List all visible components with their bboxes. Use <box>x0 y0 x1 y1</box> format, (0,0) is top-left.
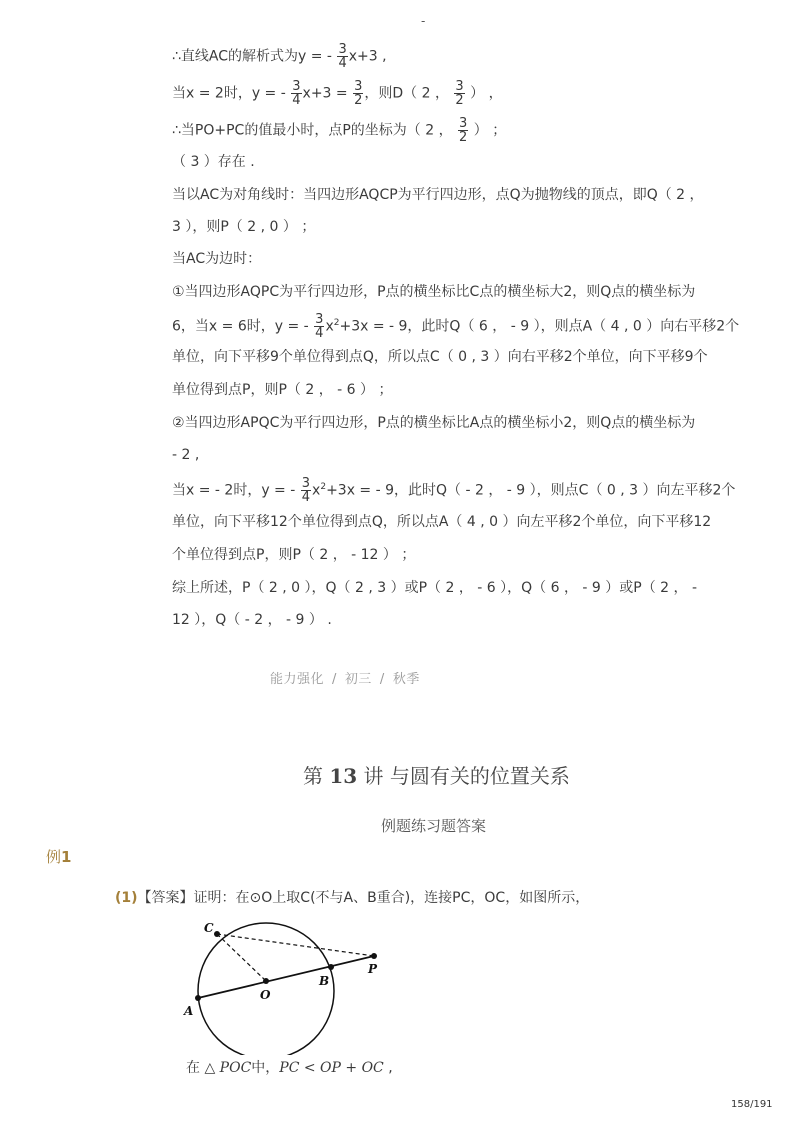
segment-c-p <box>217 934 374 956</box>
fraction: $\frac{3}{2}$ <box>354 79 363 108</box>
answer-part-1: (1)【答案】证明：在⊙O上取C(不与A、B重合)，连接PC，OC，如图所示， <box>115 890 590 906</box>
solution-line-13: - 2 , <box>172 447 200 463</box>
breadcrumb: 能力强化 / 初三 / 秋季 <box>270 672 420 687</box>
section-title: 例题练习题答案 <box>381 817 487 835</box>
solution-line-8: ①当四边形AQPC为平行四边形，P点的横坐标比C点的横坐标大2，则Q点的横坐标为 <box>172 284 696 300</box>
line-a-p <box>198 956 374 998</box>
point-p <box>371 953 377 959</box>
label-o: O <box>260 988 271 1002</box>
solution-line-9: 6，当x = 6时，y = - $\frac{3}{4}$ $x^2+3x$ = - 9，此时Q（ 6 ， - 9 ），则点A（ 4 , 0 ）向右平移2个 <box>172 312 740 341</box>
solution-line-12: ②当四边形APQC为平行四边形，P点的横坐标比A点的横坐标小2，则Q点的横坐标为 <box>172 415 696 431</box>
label-c: C <box>204 921 214 935</box>
solution-line-16: 个单位得到点P，则P（ 2 ， - 12 ） ； <box>172 547 416 563</box>
point-c <box>214 931 220 937</box>
label-a: A <box>184 1004 194 1018</box>
example-label: 例1 <box>46 848 72 866</box>
point-b <box>328 964 334 970</box>
fraction: $\frac{3}{4}$ <box>315 312 324 341</box>
chapter-title: 第 13 讲 与圆有关的位置关系 <box>303 764 570 788</box>
solution-line-4: （ 3 ）存在 . <box>172 154 255 170</box>
solution-line-2: 当x = 2时，y = - $\frac{3}{4}$ x+3 = $\frac{3}{2}$ ，则D（ 2 ， $\frac{3}{2}$ ） ， <box>172 79 503 108</box>
fraction: $\frac{3}{2}$ <box>455 79 464 108</box>
solution-line-5: 当以AC为对角线时：当四边形AQCP为平行四边形，点Q为抛物线的顶点，即Q（ 2 ， <box>172 187 704 203</box>
fraction: $\frac{3}{4}$ <box>338 42 347 71</box>
solution-line-10: 单位，向下平移9个单位得到点Q，所以点C（ 0 , 3 ）向右平移2个单位，向下平移9个 <box>172 349 708 365</box>
solution-line-17: 综上所述，P（ 2 , 0 ），Q（ 2 , 3 ）或P（ 2 ， - 6 ），Q（ 6 ， - 9 ）或P（ 2 ， - <box>172 580 698 596</box>
label-p: P <box>368 962 378 976</box>
segment-c-o <box>217 934 266 981</box>
solution-line-1: ∴直线AC的解析式为y = - $\frac{3}{4}$ x+3 , <box>172 42 387 71</box>
point-a <box>195 995 201 1001</box>
fraction: $\frac{3}{4}$ <box>301 476 311 505</box>
breadcrumb-item: 能力强化 <box>270 672 325 687</box>
solution-line-7: 当AC为边时： <box>172 251 262 267</box>
solution-line-14: 当x = - 2时，y = - $\frac{3}{4}$ $x^2+3x$ = - 9，此时Q（ - 2 ， - 9 ），则点C（ 0 , 3 ）向左平移2个 <box>172 476 736 505</box>
breadcrumb-item: 秋季 <box>392 672 420 687</box>
point-o <box>263 978 269 984</box>
breadcrumb-item: 初三 <box>344 672 372 687</box>
label-b: B <box>319 974 330 988</box>
solution-line-15: 单位，向下平移12个单位得到点Q，所以点A（ 4 , 0 ）向左平移2个单位，向下平移12 <box>172 514 712 530</box>
proof-line: 在 △ POC中，PC < OP + OC , <box>186 1060 393 1076</box>
solution-line-6: 3 ），则P（ 2 , 0 ） ； <box>172 219 316 235</box>
header-mark: - <box>421 14 426 28</box>
fraction: $\frac{3}{2}$ <box>459 116 468 145</box>
fraction: $\frac{3}{4}$ <box>292 79 301 108</box>
solution-line-11: 单位得到点P，则P（ 2 ， - 6 ） ； <box>172 382 393 398</box>
solution-line-3: ∴当PO+PC的值最小时，点P的坐标为（ 2 ， $\frac{3}{2}$ ） ； <box>172 116 507 145</box>
circle-figure <box>170 915 400 1055</box>
page-number: 158/191 <box>731 1099 773 1110</box>
solution-line-18: 12 ），Q（ - 2 ， - 9 ） . <box>172 612 332 628</box>
